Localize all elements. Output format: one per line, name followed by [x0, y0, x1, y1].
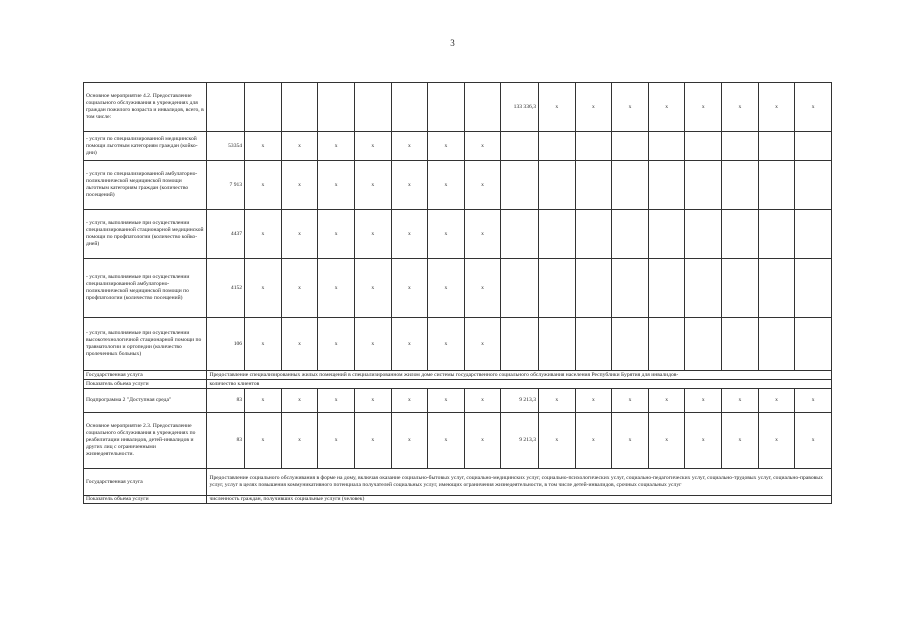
- x-mark: x: [648, 389, 685, 413]
- x-mark: x: [318, 161, 355, 210]
- x-mark: x: [354, 132, 391, 161]
- x-mark: x: [685, 413, 722, 469]
- volume-value: 83: [207, 389, 245, 413]
- empty-cell: [648, 132, 685, 161]
- table-row: [84, 132, 832, 161]
- empty-cell: [722, 132, 759, 161]
- row-label: Государственная услуга: [84, 371, 207, 380]
- x-mark: x: [612, 413, 649, 469]
- row-label: - услуги по специализированной амбулаторно-поликлинической медицинской помощи льготным категориям граждан (количество посещений): [84, 161, 207, 210]
- x-mark: x: [391, 132, 428, 161]
- empty-cell: [539, 132, 576, 161]
- empty-cell: [648, 259, 685, 318]
- x-mark: x: [391, 161, 428, 210]
- empty-cell: [648, 318, 685, 371]
- empty-cell: [391, 83, 428, 132]
- x-mark: x: [318, 413, 355, 469]
- x-mark: x: [391, 318, 428, 371]
- x-mark: x: [428, 413, 465, 469]
- empty-cell: [685, 132, 722, 161]
- empty-cell: [428, 83, 465, 132]
- empty-cell: [685, 161, 722, 210]
- x-mark: x: [685, 83, 722, 132]
- x-mark: x: [281, 413, 318, 469]
- service-description: Предоставление специализированных жилых помещений в специализированном жилом доме системы государственного социального обслуживания населения Республики Бурятия для инвалидов-: [207, 371, 832, 380]
- empty-cell: [758, 132, 795, 161]
- x-mark: x: [464, 132, 501, 161]
- row-label: - услуги по специализированной медицинской помощи льготным категориям граждан (койко-дни): [84, 132, 207, 161]
- empty-cell: [354, 83, 391, 132]
- empty-cell: [758, 259, 795, 318]
- empty-cell: [612, 161, 649, 210]
- empty-cell: [685, 259, 722, 318]
- x-mark: x: [281, 318, 318, 371]
- x-mark: x: [795, 83, 832, 132]
- x-mark: x: [391, 210, 428, 259]
- empty-cell: [795, 259, 832, 318]
- x-mark: x: [318, 259, 355, 318]
- x-mark: x: [354, 389, 391, 413]
- x-mark: x: [575, 389, 612, 413]
- x-mark: x: [428, 259, 465, 318]
- x-mark: x: [428, 389, 465, 413]
- x-mark: x: [464, 318, 501, 371]
- empty-cell: [612, 210, 649, 259]
- x-mark: x: [391, 389, 428, 413]
- empty-cell: [539, 210, 576, 259]
- table-row: [84, 210, 832, 259]
- empty-cell: [501, 259, 539, 318]
- x-mark: x: [245, 389, 282, 413]
- x-mark: x: [648, 83, 685, 132]
- x-mark: x: [245, 259, 282, 318]
- page-number: 3: [450, 38, 455, 48]
- row-label: Государственная услуга: [84, 469, 207, 496]
- row-label: - услуги, выполняемые при осуществлении специализированной амбулаторно-поликлинической медицинской помощи по профпатологии (количество посещений): [84, 259, 207, 318]
- empty-cell: [795, 210, 832, 259]
- empty-cell: [464, 83, 501, 132]
- empty-cell: [207, 83, 245, 132]
- empty-cell: [501, 161, 539, 210]
- x-mark: x: [245, 132, 282, 161]
- table-row: [84, 259, 832, 318]
- x-mark: x: [391, 413, 428, 469]
- row-label: - услуги, выполняемые при осуществлении высокотехнологичной стационарной помощи по травматологии и ортопедии (количество пролеченных больных): [84, 318, 207, 371]
- volume-value: 7 913: [207, 161, 245, 210]
- x-mark: x: [795, 389, 832, 413]
- x-mark: x: [575, 413, 612, 469]
- x-mark: x: [612, 83, 649, 132]
- empty-cell: [575, 161, 612, 210]
- x-mark: x: [758, 83, 795, 132]
- x-mark: x: [539, 413, 576, 469]
- empty-cell: [501, 210, 539, 259]
- empty-cell: [722, 161, 759, 210]
- x-mark: x: [281, 259, 318, 318]
- table-row: [84, 413, 832, 469]
- empty-cell: [575, 318, 612, 371]
- x-mark: x: [648, 413, 685, 469]
- empty-cell: [722, 259, 759, 318]
- x-mark: x: [354, 161, 391, 210]
- empty-cell: [612, 259, 649, 318]
- empty-cell: [795, 318, 832, 371]
- x-mark: x: [354, 318, 391, 371]
- empty-cell: [501, 132, 539, 161]
- x-mark: x: [281, 132, 318, 161]
- volume-value: 4437: [207, 210, 245, 259]
- x-mark: x: [575, 83, 612, 132]
- empty-cell: [648, 210, 685, 259]
- x-mark: x: [318, 389, 355, 413]
- x-mark: x: [464, 413, 501, 469]
- x-mark: x: [281, 389, 318, 413]
- x-mark: x: [245, 210, 282, 259]
- empty-cell: [722, 318, 759, 371]
- x-mark: x: [464, 161, 501, 210]
- row-label: Основное мероприятие 2.3. Предоставление социального обслуживания в учреждениях по реабилитации инвалидов, детей-инвалидов и других лиц с ограниченными жизнедеятельности.: [84, 413, 207, 469]
- table-row: [84, 389, 832, 413]
- empty-cell: [575, 259, 612, 318]
- x-mark: x: [428, 318, 465, 371]
- x-mark: x: [428, 132, 465, 161]
- x-mark: x: [245, 318, 282, 371]
- x-mark: x: [354, 210, 391, 259]
- indicator-text: количество клиентов: [207, 380, 832, 389]
- x-mark: x: [722, 413, 759, 469]
- empty-cell: [795, 161, 832, 210]
- empty-cell: [685, 210, 722, 259]
- x-mark: x: [245, 413, 282, 469]
- empty-cell: [575, 132, 612, 161]
- empty-cell: [612, 318, 649, 371]
- empty-cell: [539, 161, 576, 210]
- table-row: [84, 161, 832, 210]
- volume-value: 83: [207, 413, 245, 469]
- x-mark: x: [722, 83, 759, 132]
- row-label: - услуги, выполняемые при осуществлении специализированной стационарной медицинской помощи по профпатологии (количество койко-дней): [84, 210, 207, 259]
- x-mark: x: [464, 210, 501, 259]
- volume-value: 106: [207, 318, 245, 371]
- empty-cell: [501, 318, 539, 371]
- x-mark: x: [281, 161, 318, 210]
- x-mark: x: [428, 210, 465, 259]
- budget-value: 9 213,3: [501, 389, 539, 413]
- table-row: [84, 83, 832, 132]
- empty-cell: [758, 210, 795, 259]
- x-mark: x: [464, 389, 501, 413]
- x-mark: x: [245, 161, 282, 210]
- x-mark: x: [758, 413, 795, 469]
- x-mark: x: [281, 210, 318, 259]
- table-row: [84, 371, 832, 380]
- empty-cell: [575, 210, 612, 259]
- service-description: Предоставление социального обслуживания в форме на дому, включая оказание социально-бытовых услуг, социально-медицинских услуг, социально-психологических услуг, социально-педагогических услуг, социально-трудовых услуг, социально-правовых услуг, услуг в целях повышения коммуникативного потенциала получателей социальных услуг, имеющих ограничения жизнедеятельности, в том числе детей-инвалидов, срочных социальных услуг: [207, 469, 832, 496]
- budget-value: 133 336,3: [501, 83, 539, 132]
- empty-cell: [612, 132, 649, 161]
- x-mark: x: [722, 389, 759, 413]
- x-mark: x: [391, 259, 428, 318]
- table-row: [84, 380, 832, 389]
- x-mark: x: [428, 161, 465, 210]
- table-row: [84, 469, 832, 496]
- empty-cell: [245, 83, 282, 132]
- table-row: [84, 318, 832, 371]
- x-mark: x: [318, 132, 355, 161]
- empty-cell: [758, 318, 795, 371]
- x-mark: x: [612, 389, 649, 413]
- empty-cell: [318, 83, 355, 132]
- volume-value: 53354: [207, 132, 245, 161]
- row-label: Подпрограмма 2 "Доступная среда": [84, 389, 207, 413]
- row-label: Показатель объема услуги: [84, 380, 207, 389]
- empty-cell: [685, 318, 722, 371]
- x-mark: x: [354, 413, 391, 469]
- x-mark: x: [318, 210, 355, 259]
- empty-cell: [795, 132, 832, 161]
- x-mark: x: [354, 259, 391, 318]
- volume-value: 4152: [207, 259, 245, 318]
- empty-cell: [722, 210, 759, 259]
- empty-cell: [281, 83, 318, 132]
- empty-cell: [539, 318, 576, 371]
- x-mark: x: [758, 389, 795, 413]
- program-table: [83, 82, 832, 504]
- x-mark: x: [685, 389, 722, 413]
- indicator-text: численность граждан, получивших социальные услуги (человек): [207, 496, 832, 504]
- row-label: Показатель объема услуги: [84, 496, 207, 504]
- budget-value: 9 213,3: [501, 413, 539, 469]
- empty-cell: [539, 259, 576, 318]
- x-mark: x: [539, 389, 576, 413]
- empty-cell: [648, 161, 685, 210]
- empty-cell: [758, 161, 795, 210]
- x-mark: x: [318, 318, 355, 371]
- row-label: Основное мероприятие 4.2. Предоставление социального обслуживания в учреждениях для граждан пожилого возраста и инвалидов, всего, в том числе:: [84, 83, 207, 132]
- table-row: [84, 496, 832, 504]
- x-mark: x: [464, 259, 501, 318]
- x-mark: x: [539, 83, 576, 132]
- x-mark: x: [795, 413, 832, 469]
